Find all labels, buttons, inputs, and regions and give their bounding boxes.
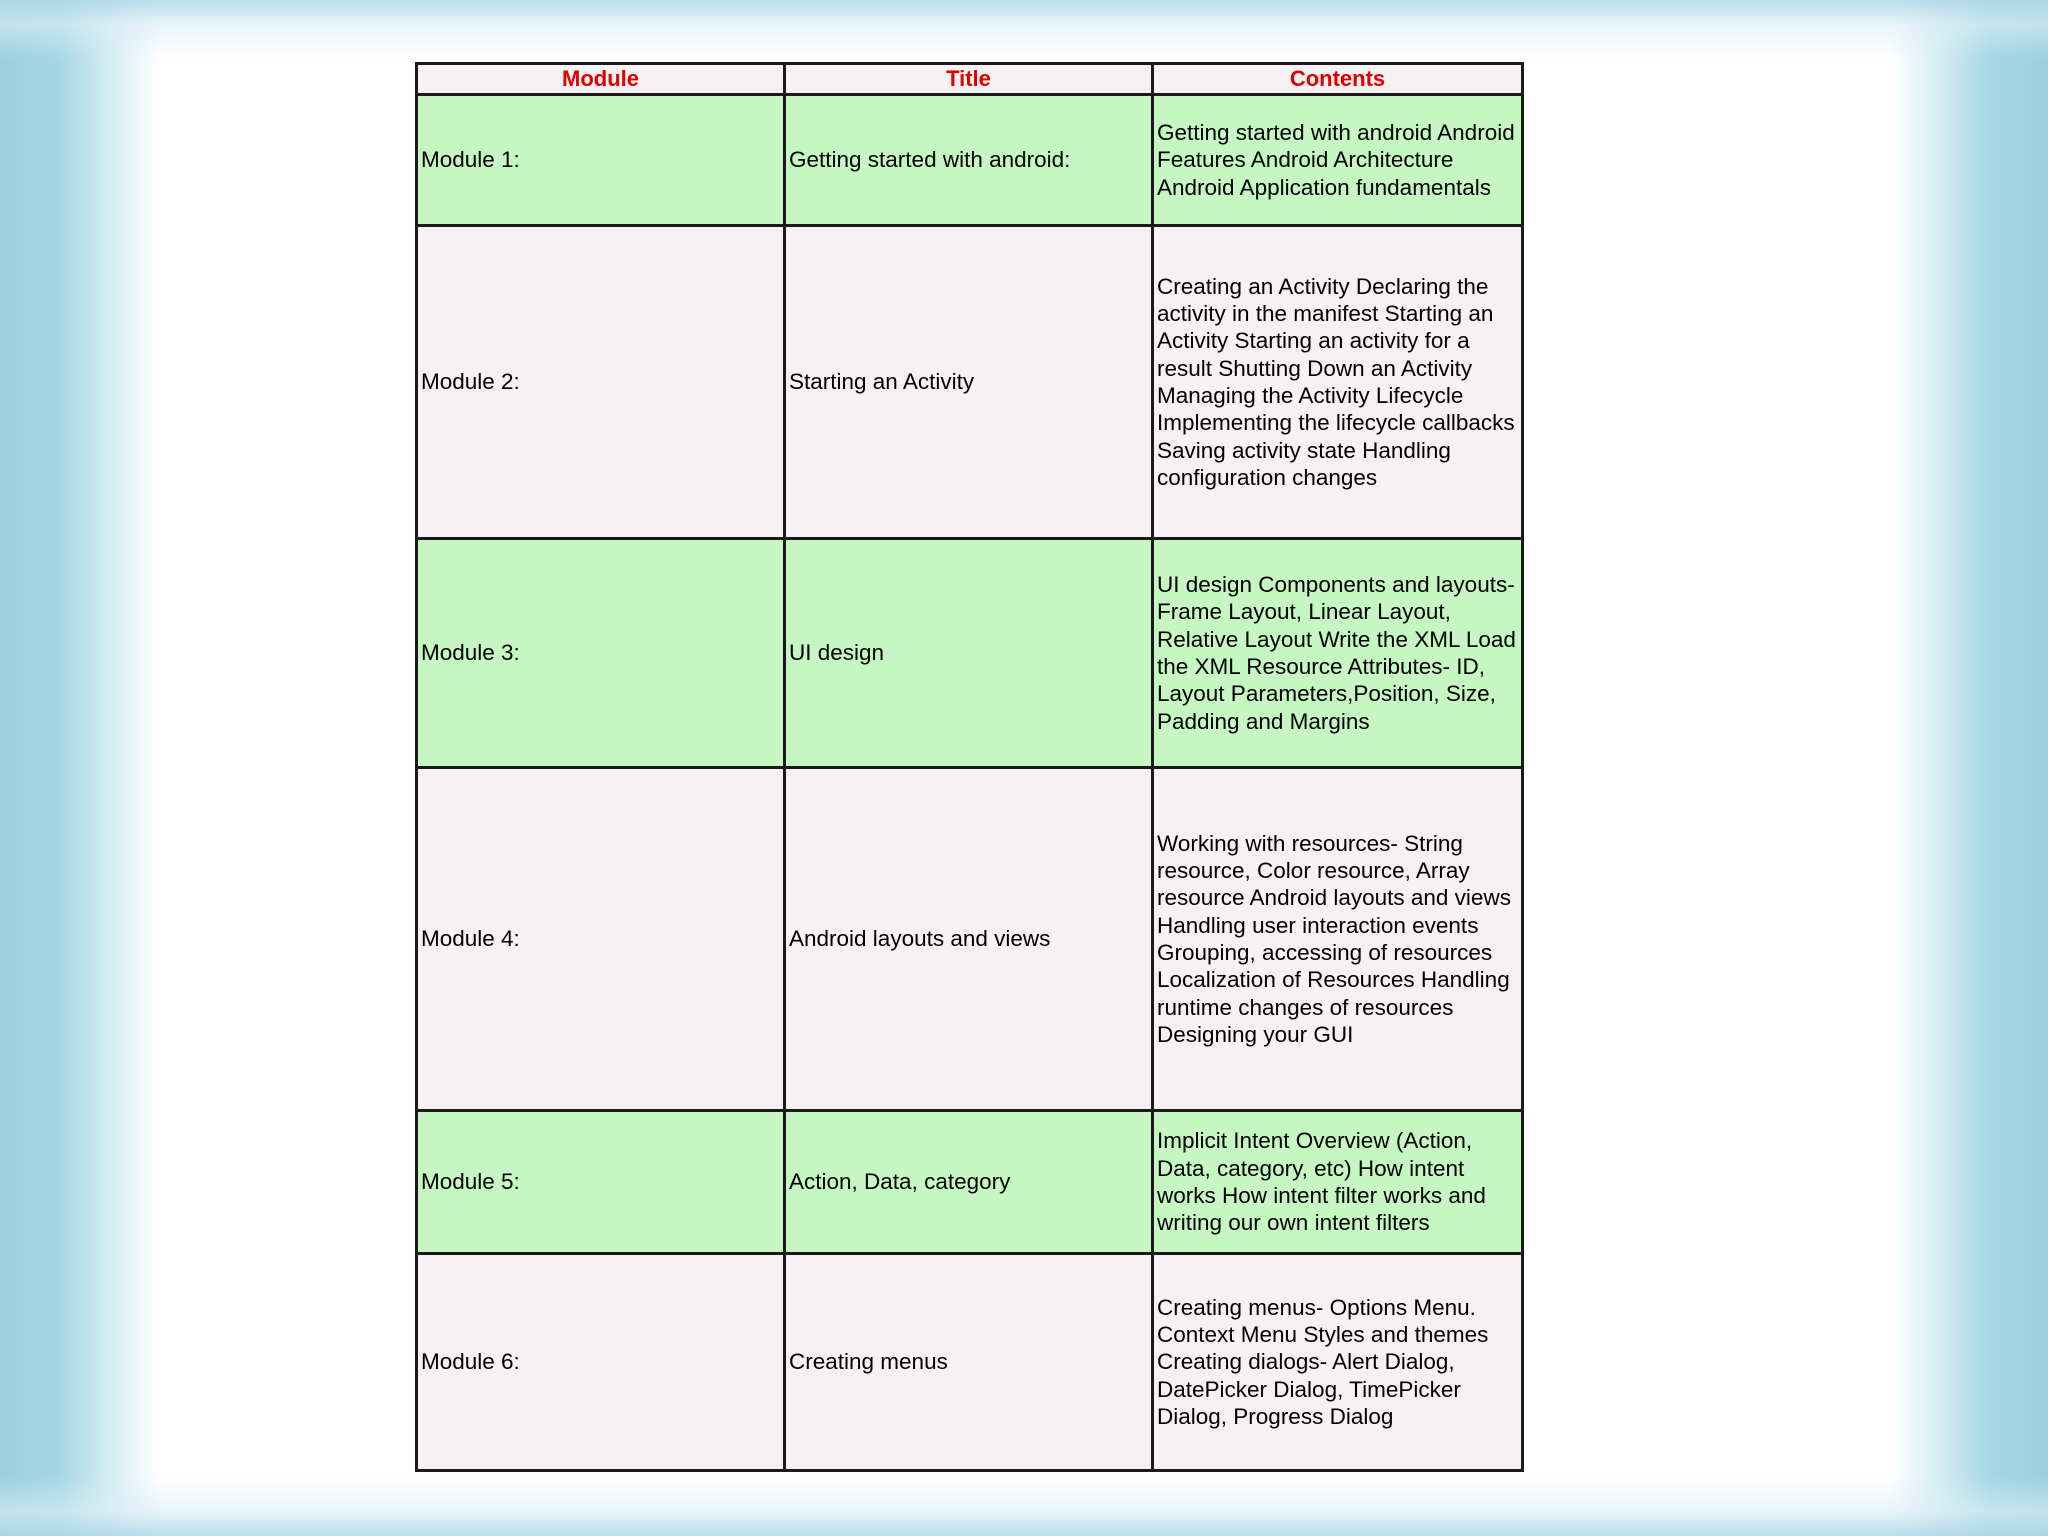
- contents-cell: Implicit Intent Overview (Action, Data, category, etc) How intent works How intent filter works and writing our own intent filters: [1153, 1111, 1523, 1254]
- module-cell: Module 5:: [417, 1111, 785, 1254]
- contents-cell: Creating menus- Options Menu. Context Menu Styles and themes Creating dialogs- Alert Dialog, DatePicker Dialog, TimePicker Dialog, Progress Dialog: [1153, 1254, 1523, 1471]
- table-row: [417, 226, 1523, 539]
- syllabus-table: [415, 62, 1524, 1472]
- table-row: [417, 1254, 1523, 1471]
- table-row: [417, 95, 1523, 226]
- contents-cell: Working with resources- String resource, Color resource, Array resource Android layouts and views Handling user interaction events Grouping, accessing of resources Localization of Resources Handling runtime changes of resources Designing your GUI: [1153, 768, 1523, 1111]
- module-cell: Module 1:: [417, 95, 785, 226]
- contents-cell: UI design Components and layouts- Frame Layout, Linear Layout, Relative Layout Write the XML Load the XML Resource Attributes- ID, Layout Parameters,Position, Size, Padding and Margins: [1153, 539, 1523, 768]
- module-cell: Module 6:: [417, 1254, 785, 1471]
- header-title: Title: [785, 64, 1153, 95]
- module-cell: Module 3:: [417, 539, 785, 768]
- contents-cell: Getting started with android Android Features Android Architecture Android Application fundamentals: [1153, 95, 1523, 226]
- table-header-row: [417, 64, 1523, 95]
- header-module: Module: [417, 64, 785, 95]
- title-cell: Action, Data, category: [785, 1111, 1153, 1254]
- table-row: [417, 768, 1523, 1111]
- title-cell: Starting an Activity: [785, 226, 1153, 539]
- table-row: [417, 539, 1523, 768]
- title-cell: Creating menus: [785, 1254, 1153, 1471]
- module-cell: Module 4:: [417, 768, 785, 1111]
- module-cell: Module 2:: [417, 226, 785, 539]
- title-cell: Getting started with android:: [785, 95, 1153, 226]
- title-cell: UI design: [785, 539, 1153, 768]
- table-row: [417, 1111, 1523, 1254]
- contents-cell: Creating an Activity Declaring the activity in the manifest Starting an Activity Starting an activity for a result Shutting Down an Activity Managing the Activity Lifecycle Implementing the lifecycle callbacks Saving activity state Handling configuration changes: [1153, 226, 1523, 539]
- header-contents: Contents: [1153, 64, 1523, 95]
- title-cell: Android layouts and views: [785, 768, 1153, 1111]
